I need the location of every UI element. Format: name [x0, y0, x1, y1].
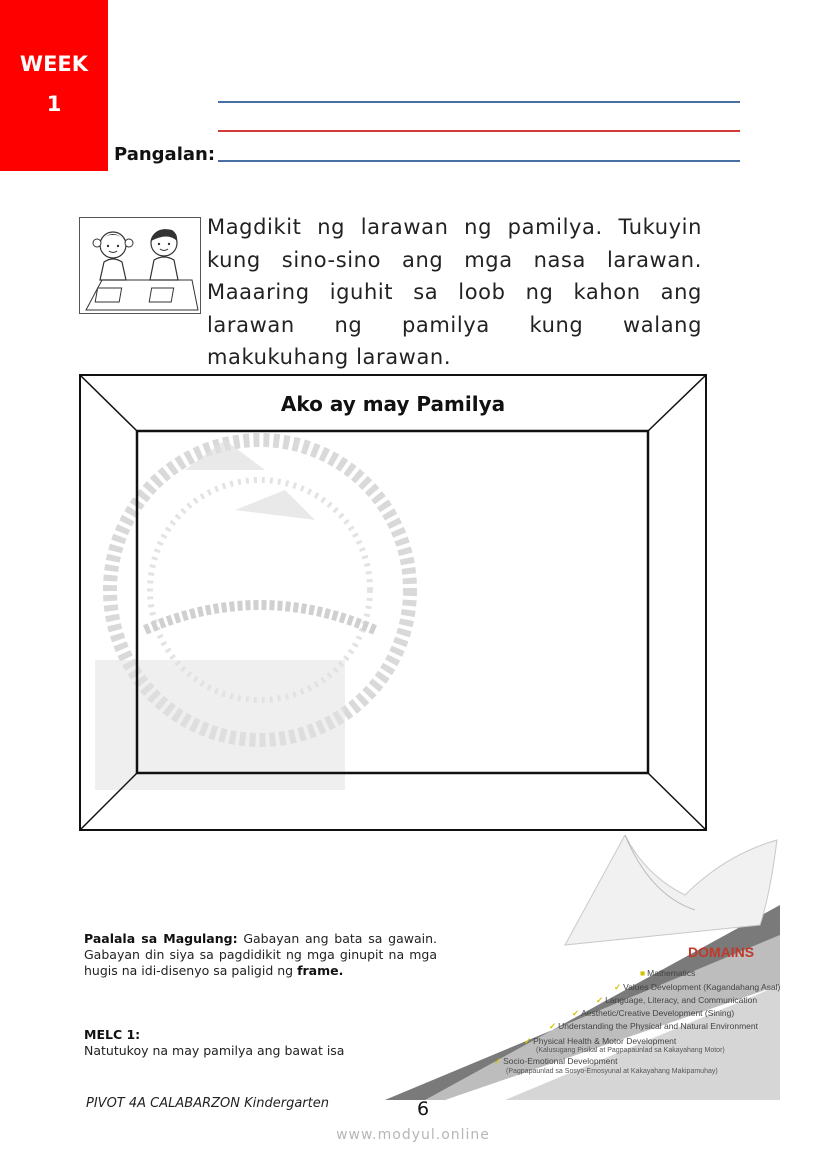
domain-item: ✓ Socio-Emotional Development: [494, 1056, 618, 1066]
kids-illustration: [79, 217, 201, 314]
domain-item: ✓ Understanding the Physical and Natural Environment: [549, 1021, 758, 1031]
domains-title: DOMAINS: [688, 944, 755, 960]
check-icon: ✓: [572, 1008, 580, 1018]
domain-item: ✓ Values Development (Kagandahang Asal): [614, 982, 781, 992]
check-icon: ✓: [549, 1021, 557, 1031]
program-footer: PIVOT 4A CALABARZON Kindergarten: [86, 1096, 329, 1111]
check-icon: ✓: [524, 1036, 532, 1046]
name-label: Pangalan:: [114, 144, 216, 165]
domain-item: ✓ Physical Health & Motor Development: [524, 1036, 677, 1046]
domain-item: ✓ Language, Literacy, and Communication: [596, 995, 758, 1005]
parent-note-frame: frame.: [297, 963, 344, 978]
website-watermark: www.modyul.online: [336, 1127, 490, 1143]
check-icon: ✓: [596, 995, 604, 1005]
domain-item: ✓ Aesthetic/Creative Development (Sining): [572, 1008, 735, 1018]
writing-line-top: [218, 101, 740, 103]
square-bullet-icon: ■: [640, 968, 646, 978]
parent-note-text: Gabayan ang bata sa gawain. Gabayan din siya sa pagdidikit ng mga ginupit na mga hugis na idi-disenyo sa paligid ng: [84, 931, 437, 978]
melc-label: MELC 1:: [84, 1027, 141, 1042]
activity-instructions: Magdikit ng larawan ng pamilya. Tukuyin kung sino-sino ang mga nasa larawan. Maaaring iguhit sa loob ng kahon ang larawan ng pamilya kung walang makukuhang larawan.: [207, 215, 702, 369]
writing-line-middle: [218, 130, 740, 132]
week-label: WEEK: [19, 52, 89, 76]
domain-subtitle: (Kalusugang Pisikal at Pagpapaunlad sa Kakayahang Motor): [536, 1047, 725, 1054]
page-number: 6: [416, 1098, 430, 1120]
melc-text: Natutukoy na may pamilya ang bawat isa: [84, 1043, 345, 1058]
domain-item: ■ Mathematics: [640, 968, 696, 978]
week-number: 1: [46, 92, 62, 116]
domain-subtitle: (Pagpapaunlad sa Sosyo-Emosyunal at Kakayahang Makipamuhay): [506, 1068, 718, 1075]
picture-frame[interactable]: [79, 374, 707, 831]
check-icon: ✓: [614, 982, 622, 992]
check-icon: ✓: [494, 1056, 502, 1066]
week-tab: [0, 0, 108, 171]
parent-note-label: Paalala sa Magulang:: [84, 931, 238, 946]
frame-title: Ako ay may Pamilya: [280, 392, 506, 416]
name-writing-line[interactable]: [218, 160, 740, 162]
